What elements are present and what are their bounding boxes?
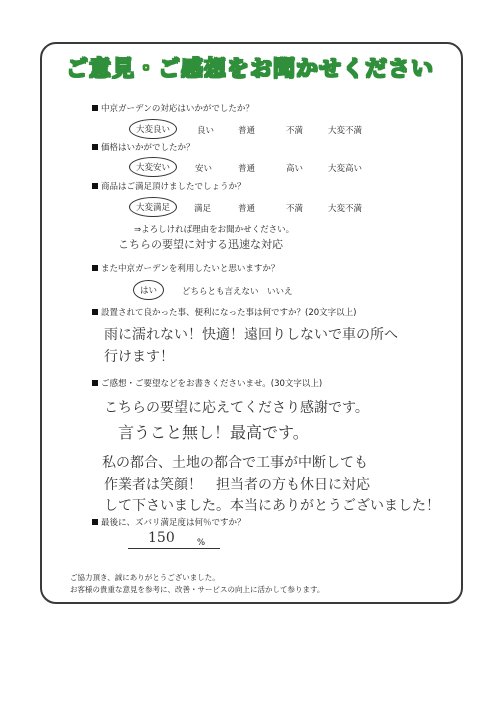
- satisfaction-underline: [128, 548, 220, 549]
- answer-6-line-5[interactable]: して下さいました。本当にありがとうございました！: [104, 498, 440, 514]
- question-4-label: また中京ガーデンを利用したいと思いますか？: [101, 264, 280, 274]
- q4-option-1[interactable]: はい: [133, 280, 164, 300]
- answer-5-line-1[interactable]: 雨に濡れない！快適！遠回りしないで車の所へ: [104, 327, 398, 343]
- answer-5-line-2[interactable]: 行けます！: [104, 349, 174, 365]
- footer-line-1: ご協力頂き、誠にありがとうございました。: [70, 573, 220, 582]
- q2-option-2[interactable]: 安い: [195, 164, 213, 174]
- page-title: ご意見・ご感想をお聞かせください: [65, 57, 434, 82]
- answer-6-line-4[interactable]: 作業者は笑顔！ 担当者の方も休日に対応: [104, 477, 370, 493]
- question-7-label: 最後に、ズバリ満足度は何％ですか？: [101, 518, 246, 528]
- question-6: [92, 377, 322, 389]
- q3-option-1[interactable]: 大変満足: [129, 197, 177, 217]
- q1-option-5[interactable]: 大変不満: [328, 126, 363, 136]
- q3-option-4[interactable]: 不満: [286, 204, 304, 214]
- reason-prompt: ⇒よろしければ理由をお聞かせください。: [134, 225, 295, 235]
- bullet-square-icon: [92, 105, 98, 111]
- question-3: [92, 180, 246, 192]
- question-1: [92, 102, 254, 114]
- bullet-square-icon: [92, 519, 98, 525]
- question-2-label: 価格はいかがでしたか？: [101, 143, 195, 153]
- q3-option-2[interactable]: 満足: [194, 204, 212, 214]
- satisfaction-unit: %: [197, 538, 206, 548]
- answer-6-line-3[interactable]: 私の都合、土地の都合で工事が中断しても: [102, 455, 368, 471]
- q4-option-2[interactable]: どちらとも言えない: [182, 287, 259, 297]
- bullet-square-icon: [92, 309, 98, 315]
- reason-answer[interactable]: こちらの要望に対する迅速な対応: [118, 238, 283, 251]
- q2-option-3[interactable]: 普通: [238, 164, 256, 174]
- bullet-square-icon: [92, 380, 98, 386]
- q3-option-3[interactable]: 普通: [238, 204, 256, 214]
- q1-option-2[interactable]: 良い: [197, 126, 215, 136]
- q2-option-4[interactable]: 高い: [286, 164, 304, 174]
- question-6-label: ご感想・ご要望などをお書きくださいませ。(30文字以上): [101, 379, 323, 389]
- q2-option-5[interactable]: 大変高い: [328, 164, 363, 174]
- question-5: [92, 306, 356, 318]
- bullet-square-icon: [92, 265, 98, 271]
- q1-option-3[interactable]: 普通: [238, 126, 256, 136]
- satisfaction-value[interactable]: 150: [148, 530, 175, 546]
- question-7: [92, 516, 246, 528]
- q1-option-4[interactable]: 不満: [286, 126, 304, 136]
- q4-option-3[interactable]: いいえ: [267, 287, 293, 297]
- q2-option-1[interactable]: 大変安い: [129, 157, 177, 177]
- q3-option-5[interactable]: 大変不満: [328, 204, 363, 214]
- question-3-label: 商品はご満足頂けましたでしょうか？: [101, 182, 246, 192]
- question-5-label: 設置されて良かった事、便利になった事は何ですか？(20文字以上): [101, 308, 357, 318]
- answer-6-line-1[interactable]: こちらの要望に応えてくださり感謝です。: [104, 400, 369, 416]
- footer-line-2: お客様の貴重な意見を参考に、改善・サービスの向上に活かして参ります。: [70, 585, 325, 594]
- bullet-square-icon: [92, 144, 98, 150]
- bullet-square-icon: [92, 183, 98, 189]
- q1-option-1[interactable]: 大変良い: [129, 119, 177, 139]
- question-1-label: 中京ガーデンの対応はいかがでしたか？: [101, 104, 254, 114]
- answer-6-line-2[interactable]: 言うこと無し！最高です。: [118, 423, 309, 442]
- question-4: [92, 262, 279, 274]
- question-2: [92, 141, 195, 153]
